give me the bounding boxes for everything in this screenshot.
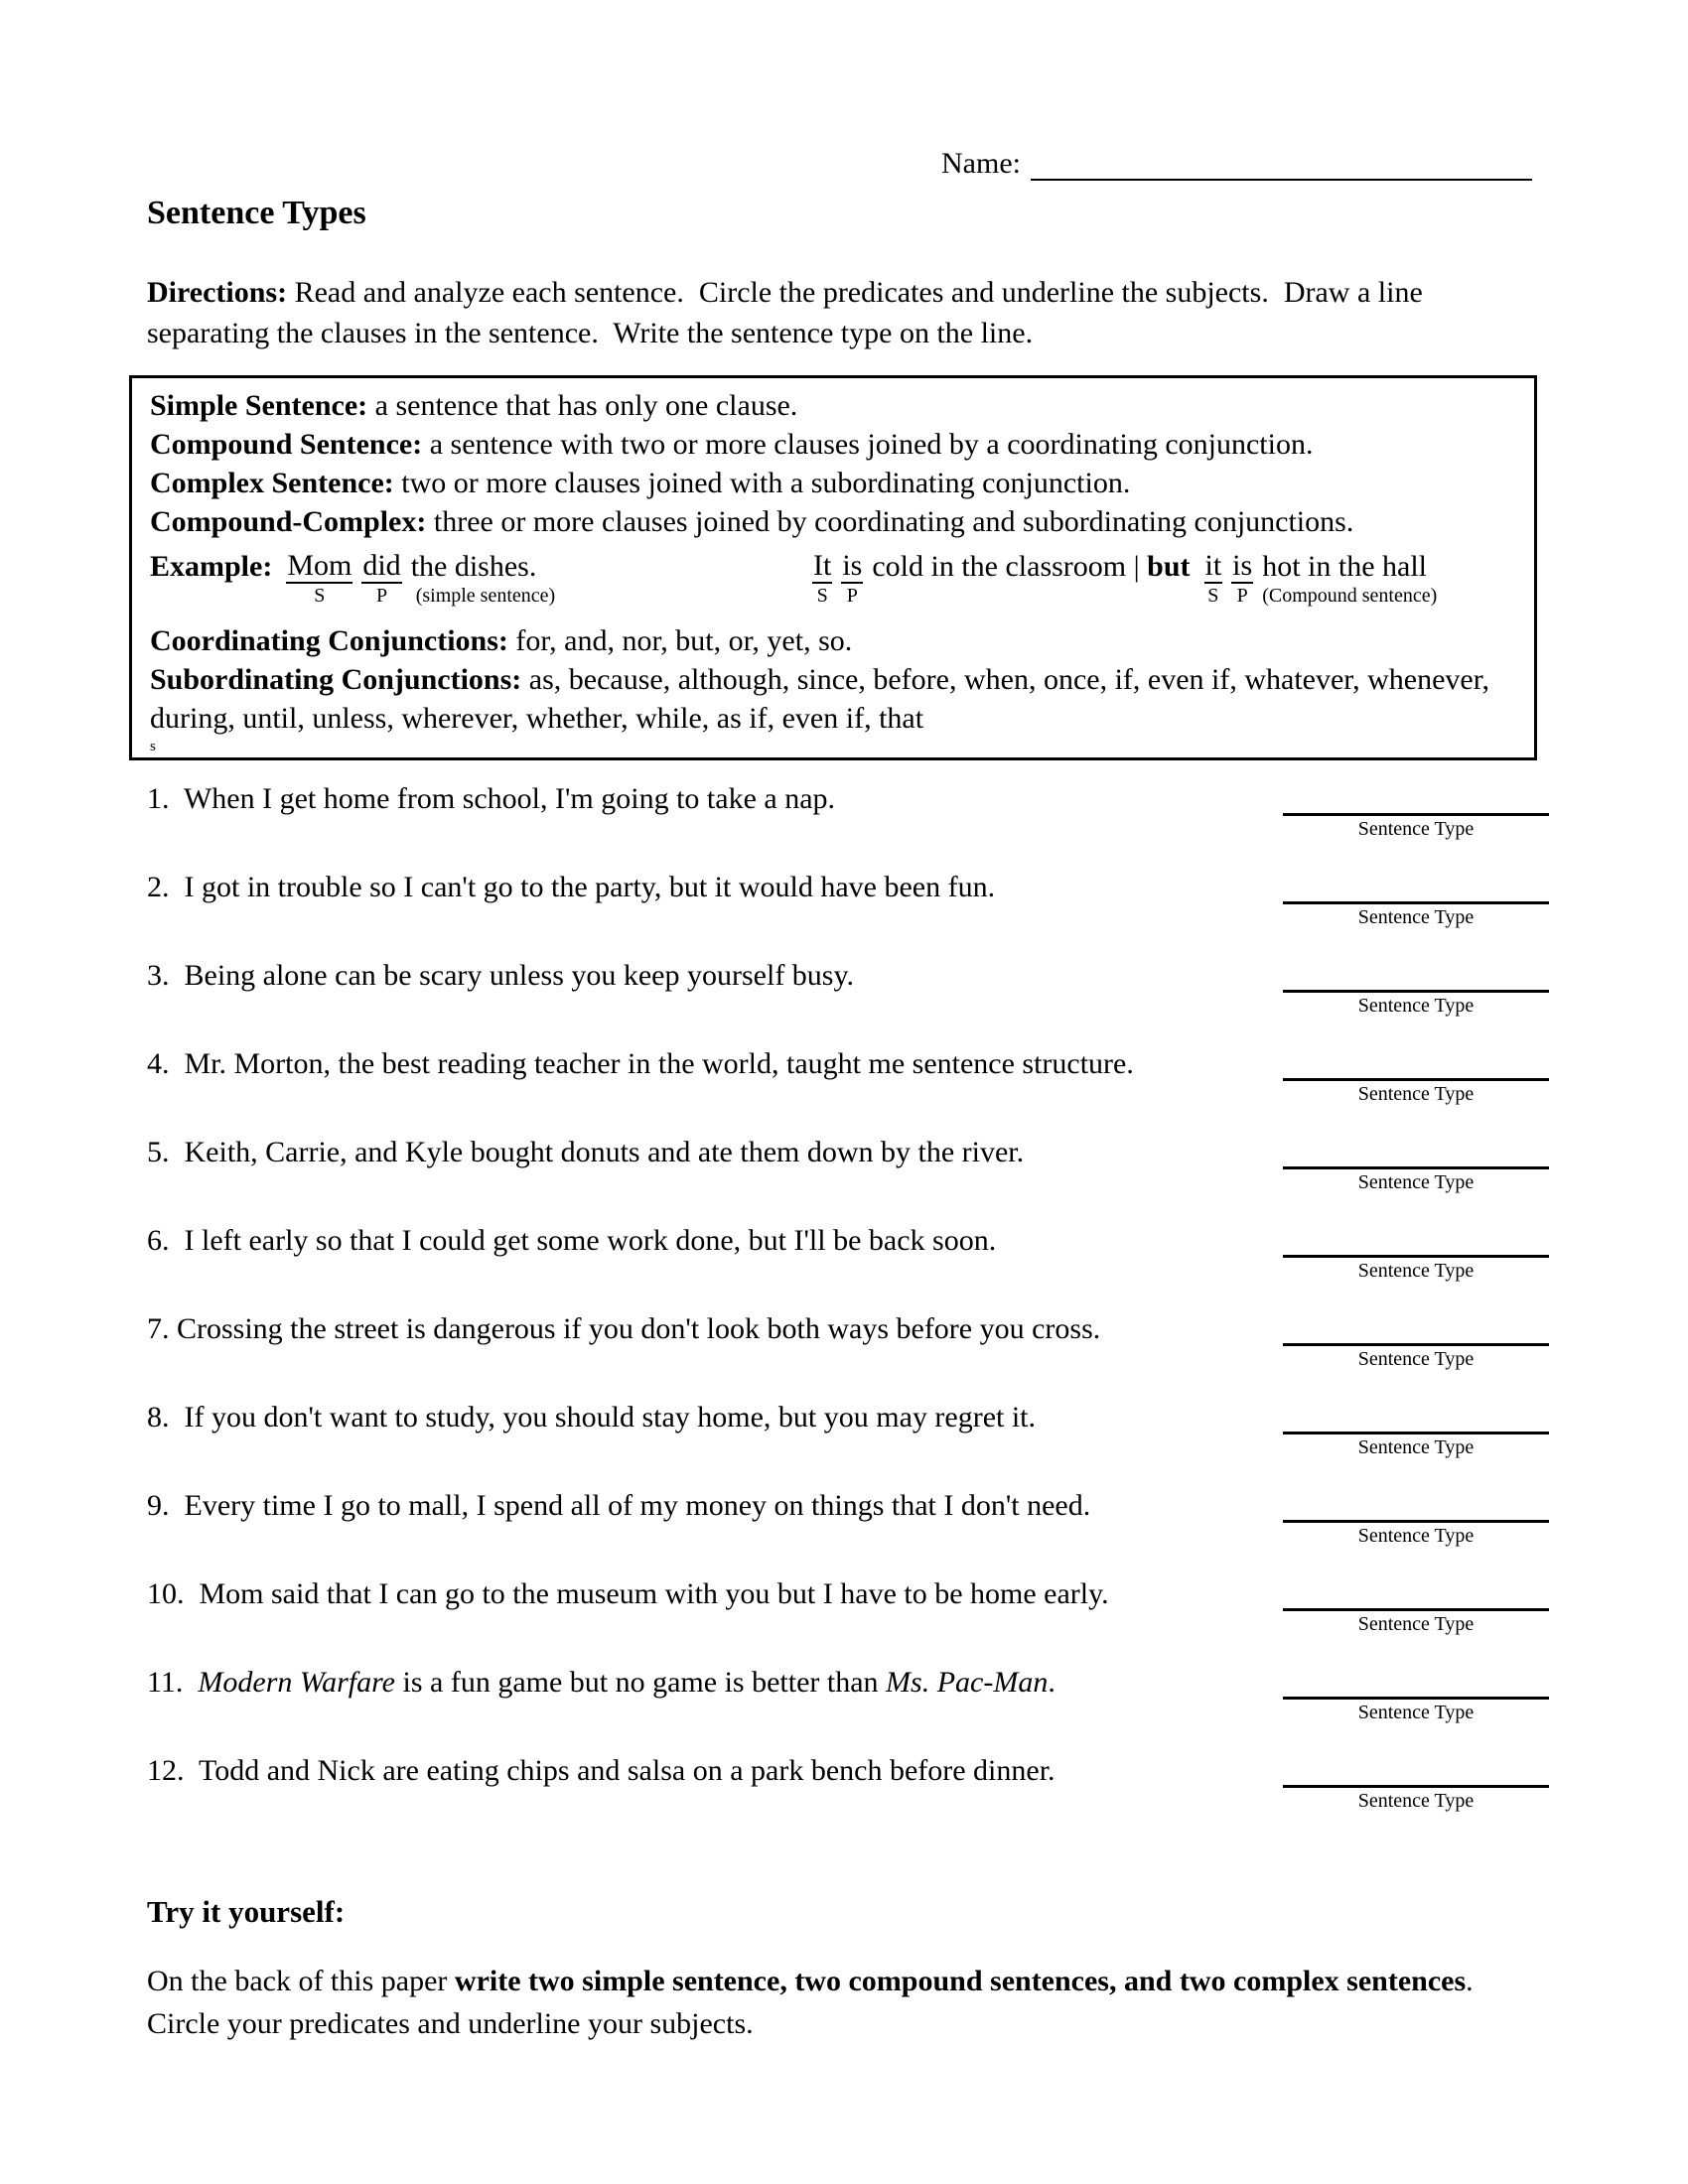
- answer-label: Sentence Type: [1357, 1083, 1475, 1105]
- example-left-annos: [286, 549, 410, 607]
- item-sentence: [147, 959, 1267, 993]
- answer-label: Sentence Type: [1357, 818, 1475, 840]
- annotated-word: [286, 550, 352, 608]
- worksheet-item: [147, 1136, 1549, 1224]
- annotated-word: [812, 550, 832, 608]
- item-sentence: [147, 782, 1267, 816]
- worksheet-item: [147, 782, 1549, 871]
- annotated-word-text: It: [813, 549, 832, 582]
- example-row: [150, 550, 1526, 608]
- sentence-part: 1. When I get home from school, I'm going to take a nap.: [147, 782, 836, 815]
- page-title: Sentence Types: [147, 195, 366, 231]
- example-left-caption: (simple sentence): [410, 585, 556, 607]
- example-right-caption: (Compound sentence): [1262, 585, 1438, 607]
- definition-line: [150, 425, 1526, 464]
- annotated-word: [361, 550, 401, 608]
- answer-label: Sentence Type: [1357, 1260, 1475, 1282]
- name-blank-line: [1031, 147, 1532, 181]
- annotated-word-text: it: [1204, 549, 1222, 582]
- example-left-tail-text: the dishes.: [410, 550, 537, 583]
- definition-text: three or more clauses joined by coordinating and subordinating conjunctions.: [426, 505, 1354, 538]
- example-right-conjunction: but: [1147, 550, 1191, 583]
- answer-blank: [1283, 1608, 1549, 1636]
- annotated-word-text: is: [1232, 549, 1253, 582]
- try-it-yourself-section: [147, 1894, 1541, 2045]
- answer-line: [1283, 1255, 1549, 1258]
- annotated-word-text: did: [362, 549, 401, 582]
- sentence-part: 5. Keith, Carrie, and Kyle bought donuts and ate them down by the river.: [147, 1136, 1025, 1168]
- annotated-word: [841, 550, 863, 608]
- definition-line: [150, 386, 1526, 425]
- sentence-part: 3. Being alone can be scary unless you keep yourself busy.: [147, 959, 855, 992]
- worksheet-item: [147, 959, 1549, 1047]
- sentence-part: 11.: [147, 1666, 199, 1699]
- subordinating-conjunctions: [150, 660, 1526, 738]
- answer-blank: [1283, 1255, 1549, 1283]
- sentence-part: 12. Todd and Nick are eating chips and salsa on a park bench before dinner.: [147, 1754, 1055, 1787]
- item-sentence: [147, 871, 1267, 904]
- item-sentence: [147, 1224, 1267, 1258]
- answer-blank: [1283, 1166, 1549, 1194]
- answer-blank: [1283, 1078, 1549, 1106]
- item-sentence: [147, 1401, 1267, 1434]
- answer-line: [1283, 1343, 1549, 1346]
- answer-label: Sentence Type: [1357, 1348, 1475, 1370]
- example-right-tail-text: hot in the hall: [1262, 550, 1427, 583]
- answer-line: [1283, 1166, 1549, 1169]
- answer-blank: [1283, 990, 1549, 1018]
- answer-line: [1283, 1432, 1549, 1434]
- answer-label: Sentence Type: [1357, 1790, 1475, 1812]
- answer-blank: [1283, 901, 1549, 929]
- subordinating-label: Subordinating Conjunctions:: [150, 663, 522, 696]
- annotated-word: [1231, 550, 1253, 608]
- worksheet-item: [147, 1666, 1549, 1754]
- sentence-part: Ms. Pac-Man: [886, 1666, 1049, 1699]
- annotated-word: [1204, 550, 1223, 608]
- example-compound: [812, 550, 1526, 608]
- example-right-middle: cold in the classroom |: [872, 550, 1148, 583]
- worksheet-item: [147, 871, 1549, 959]
- example-right-annos-mid: [1204, 549, 1263, 607]
- annotated-word-text: is: [842, 549, 863, 582]
- definition-term: Simple Sentence:: [150, 389, 368, 422]
- annotated-word-text: Mom: [287, 549, 352, 582]
- sentence-part: 2. I got in trouble so I can't go to the party, but it would have been fun.: [147, 871, 996, 903]
- subject-predicate-mark: S: [314, 585, 326, 607]
- answer-blank: [1283, 1785, 1549, 1813]
- item-sentence: [147, 1577, 1267, 1611]
- definition-line: [150, 464, 1526, 502]
- definitions-box: [129, 375, 1537, 760]
- stray-mark: s: [150, 739, 156, 754]
- subject-predicate-mark: P: [1236, 585, 1248, 607]
- sentence-part: 10. Mom said that I can go to the museum with you but I have to be home early.: [147, 1577, 1109, 1610]
- name-label: Name:: [941, 147, 1021, 180]
- definition-term: Complex Sentence:: [150, 467, 394, 499]
- worksheet-item: [147, 1489, 1549, 1577]
- item-list: [147, 782, 1549, 1843]
- name-field: [941, 147, 1532, 181]
- try-paragraph: [147, 1960, 1541, 2045]
- answer-line: [1283, 1078, 1549, 1081]
- worksheet-item: [147, 1577, 1549, 1666]
- definition-term: Compound Sentence:: [150, 428, 423, 461]
- item-sentence: [147, 1312, 1267, 1346]
- try-text-bold: write two simple sentence, two compound sentences, and two complex sentences: [454, 1965, 1467, 1997]
- subject-predicate-mark: P: [375, 585, 388, 607]
- answer-line: [1283, 1608, 1549, 1611]
- definition-line: [150, 502, 1526, 541]
- worksheet-item: [147, 1401, 1549, 1489]
- answer-label: Sentence Type: [1357, 995, 1475, 1017]
- answer-line: [1283, 1697, 1549, 1700]
- sentence-part: Modern Warfare: [198, 1666, 395, 1699]
- try-text-tail: . Circle your predicates and underline your subjects.: [147, 1965, 1488, 2040]
- answer-line: [1283, 901, 1549, 904]
- item-sentence: [147, 1489, 1267, 1523]
- coordinating-conjunctions: [150, 621, 1526, 660]
- answer-blank: [1283, 1697, 1549, 1724]
- sentence-part: 6. I left early so that I could get some work done, but I'll be back soon.: [147, 1224, 997, 1257]
- sentence-part: 8. If you don't want to study, you should stay home, but you may regret it.: [147, 1401, 1037, 1433]
- item-sentence: [147, 1047, 1267, 1081]
- definition-text: a sentence with two or more clauses joined by a coordinating conjunction.: [422, 428, 1314, 461]
- answer-blank: [1283, 1432, 1549, 1459]
- item-sentence: [147, 1666, 1267, 1700]
- definition-term: Compound-Complex:: [150, 505, 427, 538]
- try-heading: Try it yourself:: [147, 1894, 346, 1929]
- example-left-tail: [411, 550, 556, 608]
- item-sentence: [147, 1136, 1267, 1169]
- item-sentence: [147, 1754, 1267, 1788]
- coordinating-list: for, and, nor, but, or, yet, so.: [507, 624, 853, 657]
- example-right-tail: [1262, 550, 1437, 608]
- example-label: Example:: [150, 550, 273, 583]
- worksheet-item: [147, 1312, 1549, 1401]
- worksheet-item: [147, 1047, 1549, 1136]
- answer-label: Sentence Type: [1357, 1525, 1475, 1547]
- subordinating-list: as, because, although, since, before, when, once, if, even if, whatever, whenever, during, until, unless, wherever, whether, while, as if, even if, that: [150, 663, 1497, 735]
- example-right-annos-start: [812, 549, 872, 607]
- answer-label: Sentence Type: [1357, 1702, 1475, 1723]
- directions: [147, 272, 1541, 353]
- example-simple: [150, 550, 812, 608]
- definition-text: a sentence that has only one clause.: [367, 389, 798, 422]
- subject-predicate-mark: P: [846, 585, 858, 607]
- directions-text: Read and analyze each sentence. Circle the predicates and underline the subjects. Draw a line separating the clauses in the sentence. Write the sentence type on the line.: [147, 276, 1431, 349]
- coordinating-label: Coordinating Conjunctions:: [150, 624, 508, 657]
- answer-blank: [1283, 1343, 1549, 1371]
- directions-label: Directions:: [147, 276, 288, 309]
- answer-label: Sentence Type: [1357, 1436, 1475, 1458]
- worksheet-item: [147, 1224, 1549, 1312]
- answer-label: Sentence Type: [1357, 906, 1475, 928]
- answer-line: [1283, 1520, 1549, 1523]
- answer-label: Sentence Type: [1357, 1171, 1475, 1193]
- sentence-part: 4. Mr. Morton, the best reading teacher in the world, taught me sentence structure.: [147, 1047, 1134, 1080]
- sentence-part: is a fun game but no game is better than: [395, 1666, 887, 1699]
- answer-line: [1283, 1785, 1549, 1788]
- subject-predicate-mark: S: [816, 585, 828, 607]
- answer-blank: [1283, 813, 1549, 841]
- answer-blank: [1283, 1520, 1549, 1548]
- definition-text: two or more clauses joined with a subordinating conjunction.: [393, 467, 1131, 499]
- answer-line: [1283, 990, 1549, 993]
- try-text-normal: On the back of this paper: [147, 1965, 455, 1997]
- sentence-part: 7. Crossing the street is dangerous if you don't look both ways before you cross.: [147, 1312, 1101, 1345]
- sentence-part: 9. Every time I go to mall, I spend all of my money on things that I don't need.: [147, 1489, 1091, 1522]
- answer-line: [1283, 813, 1549, 816]
- answer-label: Sentence Type: [1357, 1613, 1475, 1635]
- subject-predicate-mark: S: [1207, 585, 1219, 607]
- definitions: [150, 386, 1526, 541]
- sentence-part: .: [1048, 1666, 1055, 1699]
- worksheet-item: [147, 1754, 1549, 1843]
